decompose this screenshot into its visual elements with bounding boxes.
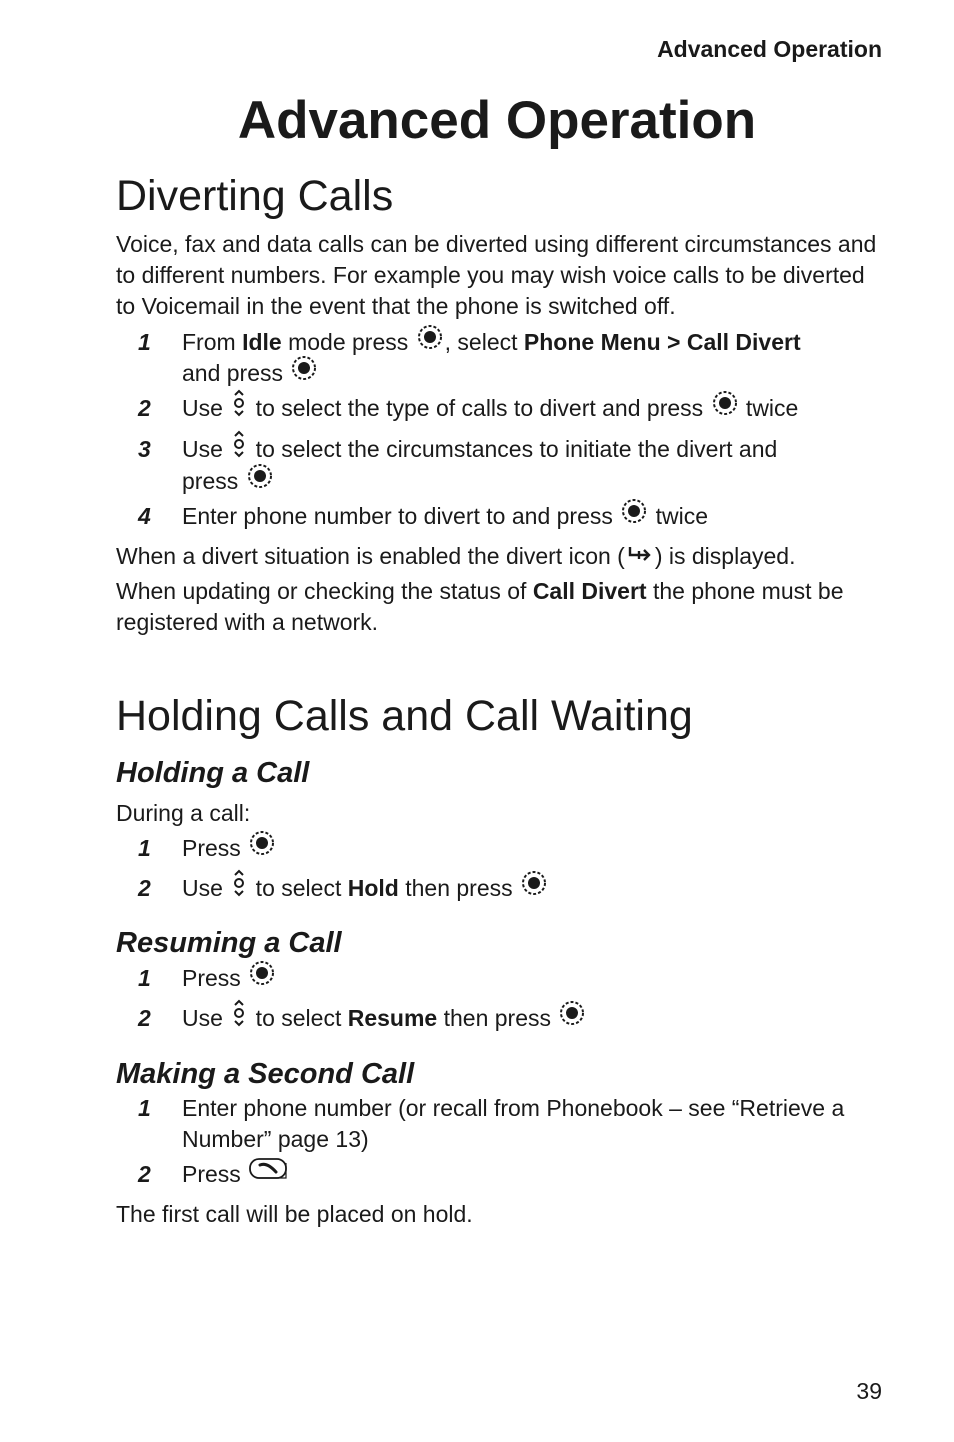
step-number: 1 (138, 1094, 151, 1121)
scroll-key-icon (231, 389, 247, 425)
step-number: 1 (138, 964, 151, 991)
second-call-outro: The first call will be placed on hold. (116, 1200, 473, 1227)
hold-step-1: 1 Press (116, 833, 886, 864)
divert-icon-note: When a divert situation is enabled the divert icon ( ) is displayed. (116, 541, 886, 572)
step-number: 2 (138, 1160, 151, 1187)
step-number: 1 (138, 835, 151, 862)
second-call-step-1: 1 Enter phone number (or recall from Phonebook – see “Retrieve a Number” page 13) (138, 1094, 845, 1152)
divert-network-note: When updating or checking the status of Call Divert the phone must be registered with a network. (116, 578, 844, 636)
select-key-icon (417, 324, 443, 358)
subheading-making-a-second-call: Making a Second Call (116, 1057, 415, 1090)
divert-step-4: 4 Enter phone number to divert to and press twice (116, 501, 886, 532)
section-heading-diverting: Diverting Calls (116, 172, 394, 220)
step-number: 4 (138, 503, 151, 530)
select-key-icon (521, 870, 547, 904)
select-key-icon (559, 1000, 585, 1034)
resume-step-2: 2 Use to select Resume then press (116, 1003, 886, 1035)
section-diverting-calls (116, 172, 886, 638)
divert-icon (627, 540, 653, 571)
select-key-icon (712, 390, 738, 424)
select-key-icon (621, 498, 647, 532)
divert-step-2: 2 Use to select the type of calls to divert and press twice (116, 393, 886, 425)
page-number: 39 (856, 1378, 882, 1404)
hold-step-2: 2 Use to select Hold then press (116, 873, 886, 905)
step-number: 2 (138, 1004, 151, 1031)
divert-step-3: 3 Use to select the circumstances to initiate the divert and press (116, 434, 886, 497)
scroll-key-icon (231, 999, 247, 1035)
select-key-icon (291, 355, 317, 389)
select-key-icon (249, 830, 275, 864)
step-number: 3 (138, 436, 151, 463)
diverting-intro: Voice, fax and data calls can be diverted using different circumstances and to different numbers. For example you may wish voice calls to be diverted to Voicemail in the event that the phone is switched off. (116, 231, 877, 320)
section-heading-holding: Holding Calls and Call Waiting (116, 692, 693, 740)
step-number: 1 (138, 329, 151, 356)
select-key-icon (247, 463, 273, 497)
second-call-step-2: 2 Press (116, 1159, 886, 1190)
step-number: 2 (138, 395, 151, 422)
running-header: Advanced Operation (657, 36, 882, 62)
page-title: Advanced Operation (237, 91, 757, 150)
divert-step-1: 1 From Idle mode press , select Phone Menu > Call Divert and press (116, 327, 886, 389)
subheading-holding-a-call: Holding a Call (116, 757, 310, 790)
section-holding-calls (116, 692, 886, 1230)
select-key-icon (249, 960, 275, 994)
holding-intro: During a call: (116, 800, 251, 827)
send-call-key-icon (249, 1157, 289, 1189)
scroll-key-icon (231, 869, 247, 905)
scroll-key-icon (231, 430, 247, 466)
subheading-resuming-a-call: Resuming a Call (116, 927, 342, 960)
step-number: 2 (138, 875, 151, 902)
resume-step-1: 1 Press (116, 963, 886, 994)
